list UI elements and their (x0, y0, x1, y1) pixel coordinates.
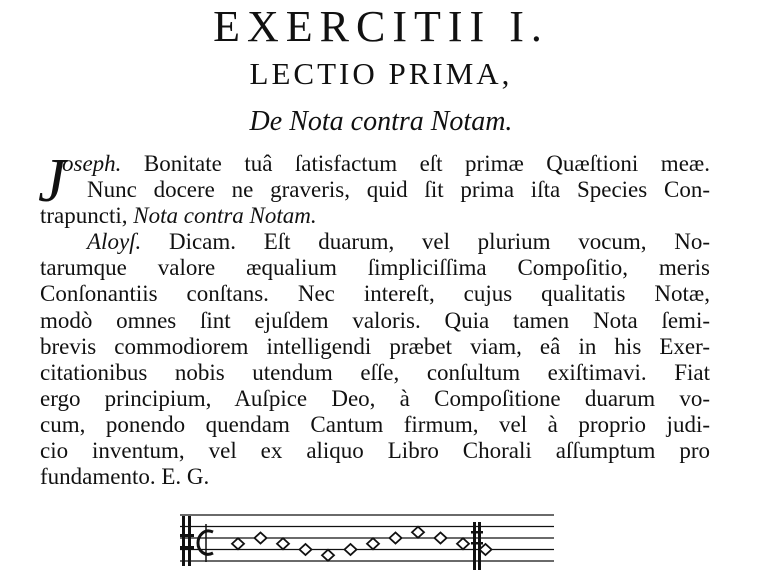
text-segment: Dicam. Eſt duarum, vel plurium vocum, No- (141, 229, 710, 255)
section-subtitle: De Nota contra Notam. (249, 106, 513, 137)
note-semibreve (255, 533, 267, 544)
section-title: LECTIO PRIMA, (249, 56, 513, 91)
note-semibreve (232, 538, 244, 549)
text-line (40, 229, 710, 255)
text-segment: trapuncti, (40, 203, 134, 229)
text-line: tarumque valore æqualium ſimpliciſſima Compoſitio, meris (40, 255, 710, 281)
text-line: brevis commodiorem intelligendi præbet viam, eâ in his Exer- (40, 333, 710, 359)
text-line: citationibus nobis utendum eſſe, conſultum exiſtimavi. Fiat (40, 359, 710, 385)
text-line: cum, ponendo quendam Cantum firmum, vel à proprio judi- (40, 411, 710, 437)
text-line: ergo principium, Auſpice Deo, à Compoſitione duarum vo- (40, 385, 710, 411)
text-segment: Bonitate tuâ ſatisfactum eſt primæ Quæſtioni meæ. (121, 151, 710, 176)
term-nota-contra-notam: Nota contra Notam. (133, 203, 317, 229)
note-semibreve (322, 550, 334, 561)
note-semibreve (277, 538, 289, 549)
note-semibreve (367, 538, 379, 549)
dialogue-text (38, 147, 710, 490)
note-semibreve (412, 527, 424, 538)
alto-clef-icon (180, 516, 194, 566)
music-staff (172, 502, 562, 584)
text-line: modò omnes ſint ejuſdem valoris. Quia tamen Nota ſemi- (40, 307, 710, 333)
final-barline-icon (471, 522, 483, 570)
page-title: EXERCITII I. (213, 2, 549, 51)
note-semibreve (480, 544, 492, 555)
staff-lines (180, 515, 554, 561)
text-line (40, 151, 710, 177)
common-time-cut-icon (198, 524, 213, 562)
speaker-joseph: oseph. (62, 151, 122, 176)
note-semibreve (457, 538, 469, 549)
note-semibreve (390, 533, 402, 544)
text-line: fundamento. E. G. (40, 464, 210, 490)
text-line: Conſonantiis conſtans. Nec intereſt, cujus qualitatis Notæ, (40, 281, 710, 307)
text-line: Nunc docere ne graveris, quid ſit prima iſta Species Con- (87, 177, 710, 203)
note-semibreve (300, 544, 312, 555)
note-semibreve (345, 544, 357, 555)
text-line: cio inventum, vel ex aliquo Libro Chorali aſſumptum pro (40, 438, 710, 464)
text-line (40, 203, 710, 229)
notes (232, 527, 492, 561)
speaker-aloysius: Aloyſ. (87, 229, 142, 255)
drop-cap: J (38, 147, 66, 215)
note-semibreve (435, 533, 447, 544)
